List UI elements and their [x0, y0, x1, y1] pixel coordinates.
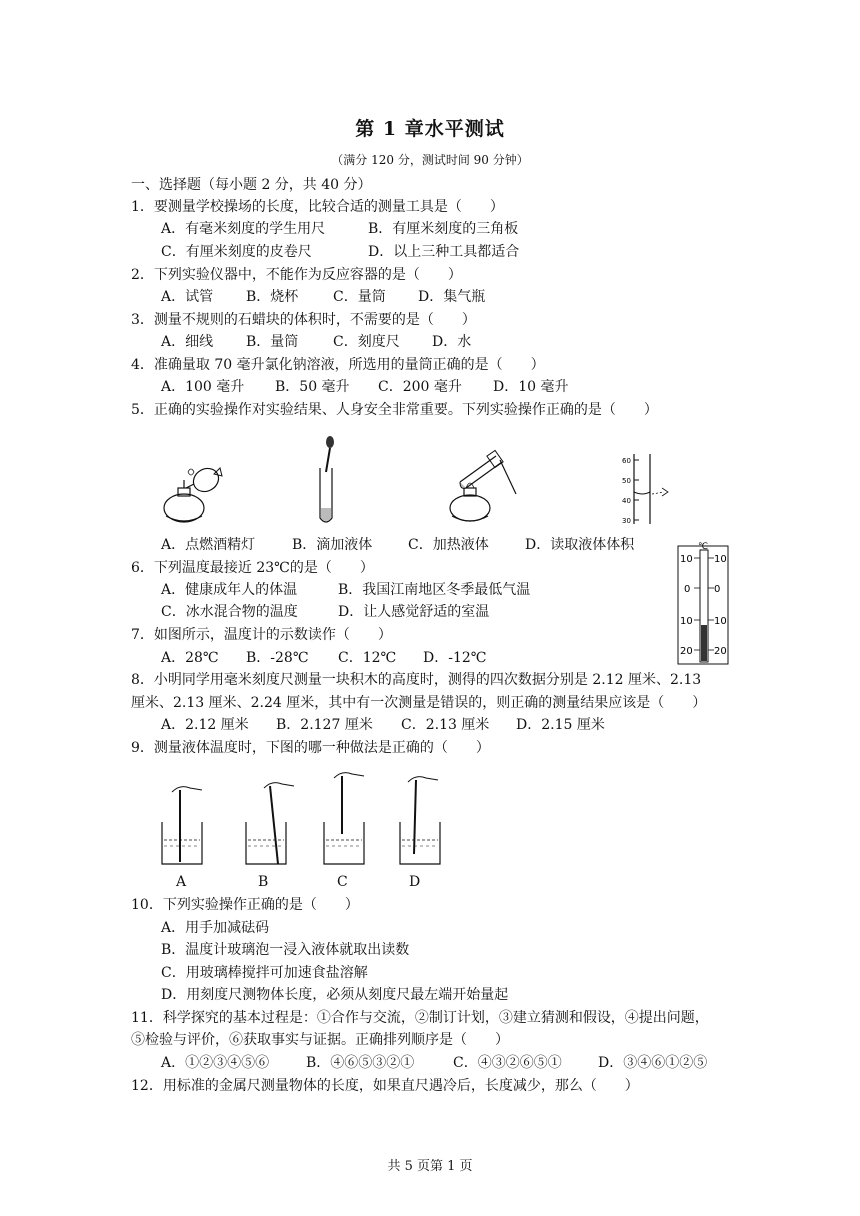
- alcohol-lamp-figure: [158, 460, 228, 526]
- q5-stem: 5．正确的实验操作对实验结果、人身安全非常重要。下列实验操作正确的是（ ）: [131, 402, 658, 418]
- thermometer-tick-right: 10: [714, 554, 727, 565]
- q2-option-b: B．烧杯: [246, 289, 299, 305]
- q8-option-b: B．2.127 厘米: [276, 717, 373, 733]
- q4-option-b: B．50 毫升: [275, 379, 350, 395]
- cylinder-tick-label: 60: [622, 457, 631, 465]
- q4-option-a: A．100 毫升: [161, 379, 245, 395]
- graduated-cylinder-figure: [612, 452, 672, 528]
- q7-stem: 7．如图所示，温度计的示数读作（ ）: [131, 627, 392, 643]
- thermometer-tick-left: 10: [680, 616, 693, 627]
- dropper-test-tube-figure: [312, 434, 342, 526]
- q6-option-d: D．让人感觉舒适的室温: [338, 604, 490, 620]
- thermometer-tick-left: 20: [680, 646, 693, 657]
- thermometer-tick-left: 10: [680, 554, 693, 565]
- q6-stem: 6．下列温度最接近 23℃的是（ ）: [131, 560, 374, 576]
- q1-option-d: D．以上三种工具都适合: [368, 244, 520, 260]
- q11-option-d: D．③④⑥①②⑤: [598, 1055, 708, 1071]
- q11-option-c: C．④③②⑥⑤①: [453, 1055, 562, 1071]
- q7-option-a: A．28℃: [161, 650, 219, 666]
- q8-option-a: A．2.12 厘米: [161, 717, 249, 733]
- q3-option-c: C．刻度尺: [333, 334, 400, 350]
- q11-option-a: A．①②③④⑤⑥: [161, 1055, 270, 1071]
- cylinder-tick-label: 50: [622, 477, 631, 485]
- q1-stem: 1．要测量学校操场的长度，比较合适的测量工具是（ ）: [131, 199, 504, 215]
- beaker-figure-a: [156, 782, 212, 868]
- q3-option-a: A．细线: [161, 334, 214, 350]
- thermometer-tick-right: 10: [714, 616, 727, 627]
- section-heading: 一、选择题（每小题 2 分，共 40 分）: [131, 177, 372, 193]
- cylinder-tick-label: 30: [622, 517, 631, 525]
- thermometer-tick-left: 0: [684, 584, 691, 595]
- q6-option-b: B．我国江南地区冬季最低气温: [338, 582, 531, 598]
- q12-stem: 12．用标准的金属尺测量物体的长度，如果直尺遇冷后，长度减少，那么（ ）: [131, 1078, 639, 1094]
- q9-label-c: C: [337, 874, 348, 890]
- heating-liquid-figure: [444, 448, 524, 528]
- q5-option-b: B．滴加液体: [292, 537, 373, 553]
- q7-option-b: B．-28℃: [246, 650, 309, 666]
- q1-option-c: C．有厘米刻度的皮卷尺: [161, 244, 312, 260]
- q3-option-d: D．水: [432, 334, 472, 350]
- thermometer-figure: [676, 540, 732, 666]
- q5-option-a: A．点燃酒精灯: [161, 537, 256, 553]
- q6-option-c: C．冰水混合物的温度: [161, 604, 298, 620]
- q10-option-c: C．用玻璃棒搅拌可加速食盐溶解: [161, 965, 368, 981]
- q10-option-a: A．用手加减砝码: [161, 920, 270, 936]
- q7-option-c: C．12℃: [338, 650, 397, 666]
- q1-option-a: A．有毫米刻度的学生用尺: [161, 221, 326, 237]
- thermometer-tick-right: 0: [714, 584, 721, 595]
- q4-stem: 4．准确量取 70 毫升氯化钠溶液，所选用的量筒正确的是（ ）: [131, 357, 545, 373]
- q11-option-b: B．④⑥⑤③②①: [306, 1055, 415, 1071]
- q2-option-c: C．量筒: [333, 289, 386, 305]
- q10-option-b: B．温度计玻璃泡一浸入液体就取出读数: [161, 942, 410, 958]
- thermometer-tick-right: 20: [714, 646, 727, 657]
- q2-option-a: A．试管: [161, 289, 214, 305]
- page-footer: 共 5 页第 1 页: [387, 1159, 473, 1174]
- page-title: 第 1 章水平测试: [355, 118, 505, 140]
- thermometer-unit: ℃: [698, 542, 709, 552]
- q2-option-d: D．集气瓶: [418, 289, 486, 305]
- q3-stem: 3．测量不规则的石蜡块的体积时，不需要的是（ ）: [131, 312, 476, 328]
- q10-option-d: D．用刻度尺测物体长度，必须从刻度尺最左端开始量起: [161, 987, 509, 1003]
- q8-stem-line1: 8．小明同学用毫米刻度尺测量一块积木的高度时，测得的四次数据分别是 2.12 厘米、2.13: [131, 672, 702, 688]
- q10-stem: 10．下列实验操作正确的是（ ）: [131, 897, 359, 913]
- q7-option-d: D．-12℃: [423, 650, 487, 666]
- q9-label-b: B: [258, 874, 269, 890]
- q11-stem-line2: ⑤检验与评价，⑥获取事实与证据。正确排列顺序是（ ）: [131, 1032, 509, 1048]
- beaker-figure-b: [240, 778, 296, 868]
- q6-option-a: A．健康成年人的体温: [161, 582, 298, 598]
- q8-stem-line2: 厘米、2.13 厘米、2.24 厘米，其中有一次测量是错误的，则正确的测量结果应该是（ ）: [131, 695, 707, 711]
- q4-option-c: C．200 毫升: [378, 379, 462, 395]
- q1-option-b: B．有厘米刻度的三角板: [368, 221, 519, 237]
- q8-option-d: D．2.15 厘米: [516, 717, 605, 733]
- q8-option-c: C．2.13 厘米: [401, 717, 490, 733]
- page-subtitle: （满分 120 分，测试时间 90 分钟）: [331, 153, 529, 167]
- q11-stem-line1: 11．科学探究的基本过程是：①合作与交流，②制订计划，③建立猜测和假设，④提出问题，: [131, 1010, 709, 1026]
- q4-option-d: D．10 毫升: [493, 379, 569, 395]
- q5-option-c: C．加热液体: [408, 537, 489, 553]
- q2-stem: 2．下列实验仪器中，不能作为反应容器的是（ ）: [131, 267, 462, 283]
- q5-option-d: D．读取液体体积: [525, 537, 635, 553]
- q9-stem: 9．测量液体温度时，下图的哪一种做法是正确的（ ）: [131, 740, 490, 756]
- beaker-figure-d: [394, 772, 450, 868]
- cylinder-tick-label: 40: [622, 497, 631, 505]
- q9-label-d: D: [409, 874, 421, 890]
- q9-label-a: A: [176, 874, 187, 890]
- q3-option-b: B．量筒: [246, 334, 299, 350]
- beaker-figure-c: [318, 768, 374, 868]
